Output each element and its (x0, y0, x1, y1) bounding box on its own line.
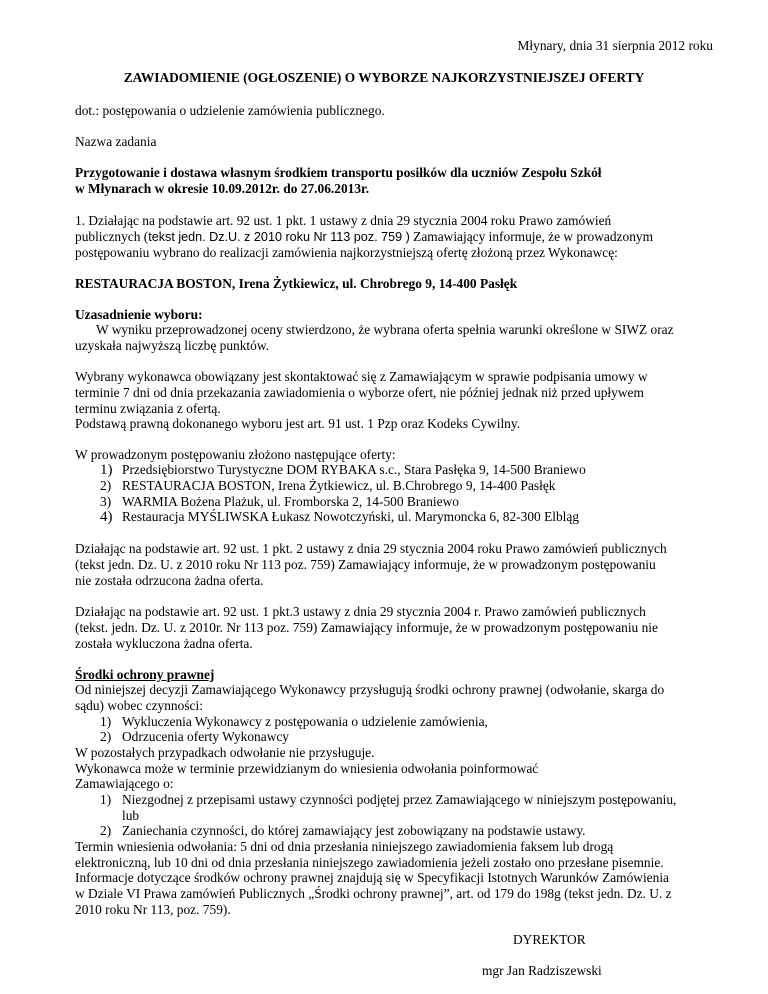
remedies-line-3: W pozostałych przypadkach odwołanie nie przysługuje. (75, 745, 375, 760)
remedies-line-10: 2010 roku Nr 113, poz. 759). (75, 902, 231, 917)
remedies-line-4: Wykonawca może w terminie przewidzianym do wniesienia odwołania poinformować (75, 761, 539, 776)
excluded-line-2: (tekst. jedn. Dz. U. z 2010r. Nr 113 poz. 759) Zamawiający informuje, że w prowadzonym postępowaniu nie (75, 620, 658, 635)
offer-list-item (100, 462, 586, 479)
signature-role: DYREKTOR (513, 932, 586, 947)
list-number: 2) (100, 823, 112, 838)
decision-paragraph-line-3: postępowaniu wybrano do realizacji zamówienia najkorzystniejszą ofertę złożoną przez Wykonawcę: (75, 245, 618, 260)
document-title: ZAWIADOMIENIE (OGŁOSZENIE) O WYBORZE NAJKORZYSTNIEJSZEJ OFERTY (123, 70, 645, 85)
decision-paragraph-line-2 (75, 229, 653, 246)
remedies-line-9: w Dziale VI Prawa zamówień Publicznych „Środki ochrony prawnej”, art. od 179 do 198g (tekst jedn. Dz. U. z (75, 886, 672, 901)
remedy-continuation: lub (122, 808, 140, 823)
remedies-line-8: Informacje dotyczące środków ochrony prawnej znajdują się w Specyfikacji Istotnych Warunków Zamówienia (75, 870, 669, 885)
rejected-line-1: Działając na podstawie art. 92 ust. 1 pkt. 2 ustawy z dnia 29 stycznia 2004 roku Prawo zamówień publicznych (75, 541, 667, 556)
offer-text: Restauracja MYŚLIWSKA Łukasz Nowotczyński, ul. Marymoncka 6, 82-300 Elbląg (122, 509, 580, 524)
remedies-heading: Środki ochrony prawnej (75, 667, 215, 682)
decision-paragraph-line-1: 1. Działając na podstawie art. 92 ust. 1 pkt. 1 ustawy z dnia 29 stycznia 2004 roku Prawo zamówień (75, 213, 612, 228)
list-number: 1) (100, 462, 113, 478)
list-number: 2) (100, 729, 112, 744)
rejected-line-2: (tekst jedn. Dz. U. z 2010 roku Nr 113 poz. 759) Zamawiający informuje, że w prowadzonym postępowaniu (75, 557, 656, 572)
rejected-line-3: nie została odrzucona żadna oferta. (75, 573, 264, 588)
remedy-text: Zaniechania czynności, do której zamawiający jest zobowiązany na podstawie ustawy. (122, 823, 586, 838)
winner-line: RESTAURACJA BOSTON, Irena Żytkiewicz, ul. Chrobrego 9, 14-400 Pasłęk (75, 276, 518, 291)
task-label: Nazwa zadania (75, 134, 157, 149)
list-number: 1) (100, 714, 112, 729)
legal-reference: tekst jedn. Dz.U. z 2010 roku Nr 113 poz. 759 ) (148, 230, 410, 244)
excluded-line-3: została wykluczona żadna oferta. (75, 636, 253, 651)
remedy-list-item (100, 792, 676, 808)
list-number: 1) (100, 792, 112, 807)
list-number: 2) (100, 478, 112, 493)
justification-heading: Uzasadnienie wyboru: (75, 307, 203, 322)
offer-text: WARMIA Bożena Plażuk, ul. Fromborska 2, 14-500 Braniewo (122, 494, 459, 509)
task-name-line-2: w Młynarach w okresie 10.09.2012r. do 27.06.2013r. (75, 181, 370, 196)
remedies-line-5: Zamawiającego o: (75, 776, 174, 791)
offer-list-item (100, 494, 459, 510)
remedy-list-item (100, 823, 586, 839)
offer-list-item (100, 478, 555, 494)
decision-text: publicznych ( (75, 229, 149, 244)
justification-line-1: W wyniku przeprowadzonej oceny stwierdzono, że wybrana oferta spełnia warunki określone w SIWZ oraz (96, 322, 674, 337)
remedies-line-2: sądu) wobec czynności: (75, 698, 203, 713)
contact-line-3: terminu związania z ofertą. (75, 401, 221, 416)
contact-line-1: Wybrany wykonawca obowiązany jest skontaktować się z Zamawiającym w sprawie podpisania umowy w (75, 369, 648, 384)
contact-line-2: terminie 7 dni od dnia przekazania zawiadomienia o wyborze ofert, nie później jednak niż przed upływem (75, 385, 644, 400)
offer-text: RESTAURACJA BOSTON, Irena Żytkiewicz, ul. B.Chrobrego 9, 14-400 Pasłęk (122, 478, 556, 493)
offers-intro: W prowadzonym postępowaniu złożono następujące oferty: (75, 447, 396, 462)
remedy-text: Odrzucenia oferty Wykonawcy (122, 729, 290, 744)
place-date: Młynary, dnia 31 sierpnia 2012 roku (517, 38, 713, 53)
signature-name: mgr Jan Radziszewski (482, 963, 602, 978)
regarding-line: dot.: postępowania o udzielenie zamówienia publicznego. (75, 103, 385, 118)
offer-list-item (100, 509, 579, 526)
task-name-line-1: Przygotowanie i dostawa własnym środkiem transportu posiłków dla uczniów Zespołu Szkół (75, 165, 602, 180)
excluded-line-1: Działając na podstawie art. 92 ust. 1 pkt.3 ustawy z dnia 29 stycznia 2004 r. Prawo zamówień publicznych (75, 604, 646, 619)
contact-line-4: Podstawą prawną dokonanego wyboru jest art. 91 ust. 1 Pzp oraz Kodeks Cywilny. (75, 416, 521, 431)
remedy-text: Wykluczenia Wykonawcy z postępowania o udzielenie zamówienia, (122, 714, 488, 729)
list-number: 3) (100, 494, 112, 509)
remedies-line-7: elektroniczną, lub 10 dni od dnia przesłania niniejszego zawiadomienia jeżeli zostało ono przesłane pisemnie. (75, 855, 664, 870)
remedy-text: Niezgodnej z przepisami ustawy czynności podjętej przez Zamawiającego w niniejszym postępowaniu, (122, 792, 677, 807)
remedies-line-1: Od niniejszej decyzji Zamawiającego Wykonawcy przysługują środki ochrony prawnej (odwołanie, skarga do (75, 682, 665, 697)
justification-line-2: uzyskała najwyższą liczbę punktów. (75, 338, 269, 353)
list-number: 4) (100, 509, 113, 525)
decision-text: Zamawiający informuje, że w prowadzonym (409, 229, 653, 244)
remedy-list-item (100, 729, 289, 745)
offer-text: Przedsiębiorstwo Turystyczne DOM RYBAKA s.c., Stara Pasłęka 9, 14-500 Braniewo (122, 462, 586, 477)
remedy-list-item (100, 714, 488, 730)
remedies-line-6: Termin wniesienia odwołania: 5 dni od dnia przesłania niniejszego zawiadomienia faksem lub drogą (75, 839, 614, 854)
